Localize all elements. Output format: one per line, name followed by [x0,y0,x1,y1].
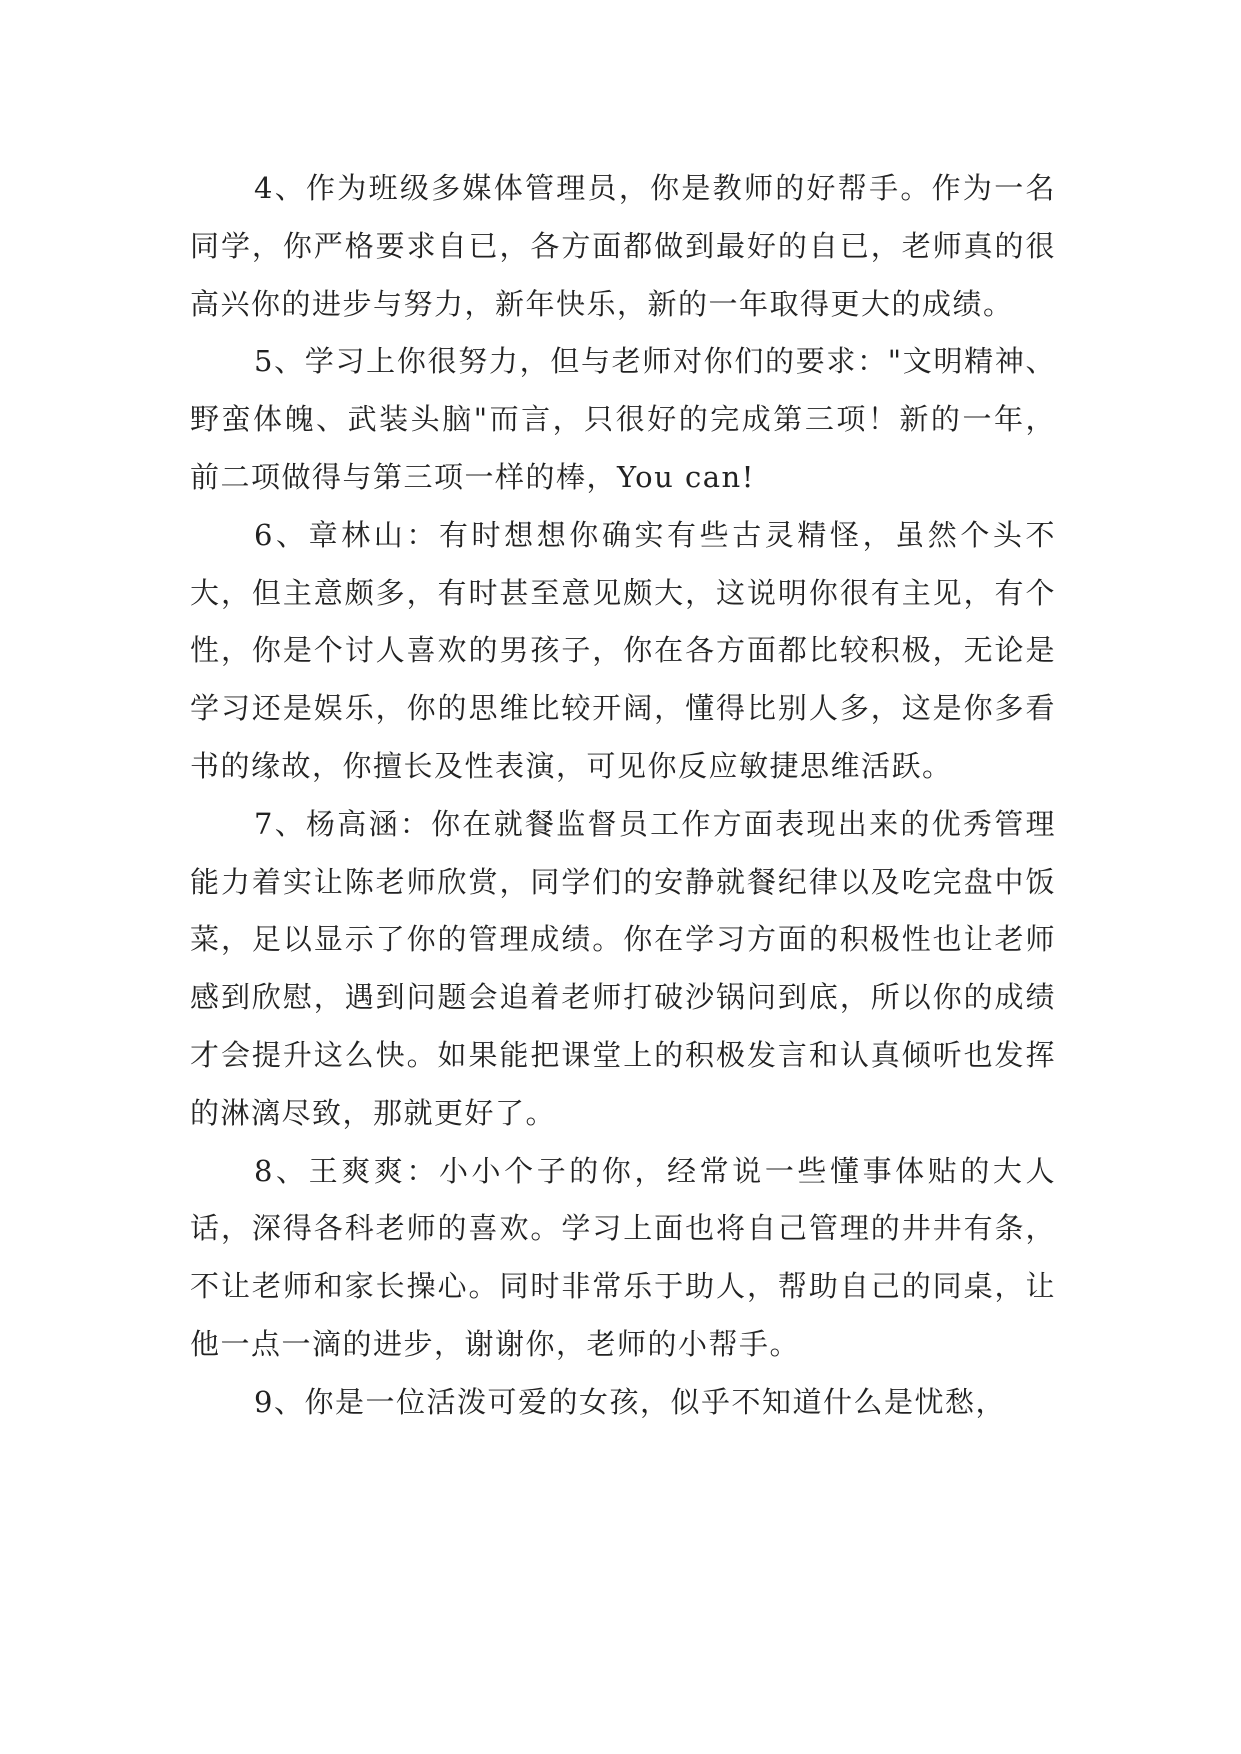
document-body [190,160,1056,1432]
paragraph-comment-9: 9、你是一位活泼可爱的女孩，似乎不知道什么是忧愁， [254,1384,1006,1419]
paragraph-comment-5: 5、学习上你很努力，但与老师对你们的要求："文明精神、野蛮体魄、武装头脑"而言，只很好的完成第三项！新的一年，前二项做得与第三项一样的棒，You can! [190,344,1056,494]
paragraph-comment-4: 4、作为班级多媒体管理员，你是教师的好帮手。作为一名同学，你严格要求自已，各方面都做到最好的自已，老师真的很高兴你的进步与努力，新年快乐，新的一年取得更大的成绩。 [190,171,1056,321]
paragraph-comment-6: 6、章林山：有时想想你确实有些古灵精怪，虽然个头不大，但主意颇多，有时甚至意见颇大，这说明你很有主见，有个性，你是个讨人喜欢的男孩子，你在各方面都比较积极，无论是学习还是娱乐，你的思维比较开阔，懂得比别人多，这是你多看书的缘故，你擅长及性表演，可见你反应敏捷思维活跃。 [190,517,1056,783]
paragraph-comment-7: 7、杨高涵：你在就餐监督员工作方面表现出来的优秀管理能力着实让陈老师欣赏，同学们的安静就餐纪律以及吃完盘中饭菜，足以显示了你的管理成绩。你在学习方面的积极性也让老师感到欣慰，遇到问题会追着老师打破沙锅问到底，所以你的成绩才会提升这么快。如果能把课堂上的积极发言和认真倾听也发挥的淋漓尽致，那就更好了。 [190,806,1056,1130]
paragraph-comment-8: 8、王爽爽：小小个子的你，经常说一些懂事体贴的大人话，深得各科老师的喜欢。学习上面也将自己管理的井井有条，不让老师和家长操心。同时非常乐于助人，帮助自己的同桌，让他一点一滴的进步，谢谢你，老师的小帮手。 [190,1153,1056,1361]
